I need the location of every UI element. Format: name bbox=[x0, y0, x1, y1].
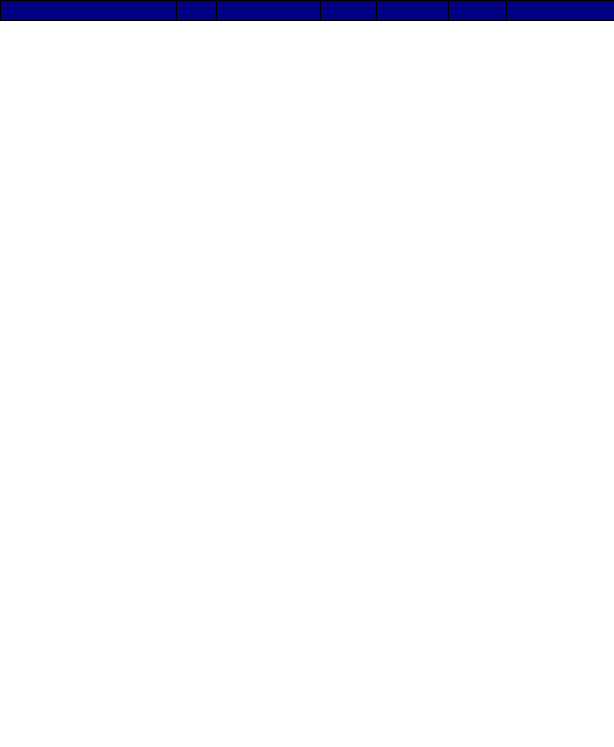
header-participants bbox=[217, 1, 321, 21]
header-row bbox=[1, 1, 614, 21]
header-points bbox=[449, 1, 507, 21]
header-classement bbox=[507, 1, 614, 21]
header-prises bbox=[321, 1, 377, 21]
results-table bbox=[0, 0, 614, 21]
header-place bbox=[177, 1, 217, 21]
header-poids bbox=[377, 1, 449, 21]
header-noms bbox=[1, 1, 177, 21]
